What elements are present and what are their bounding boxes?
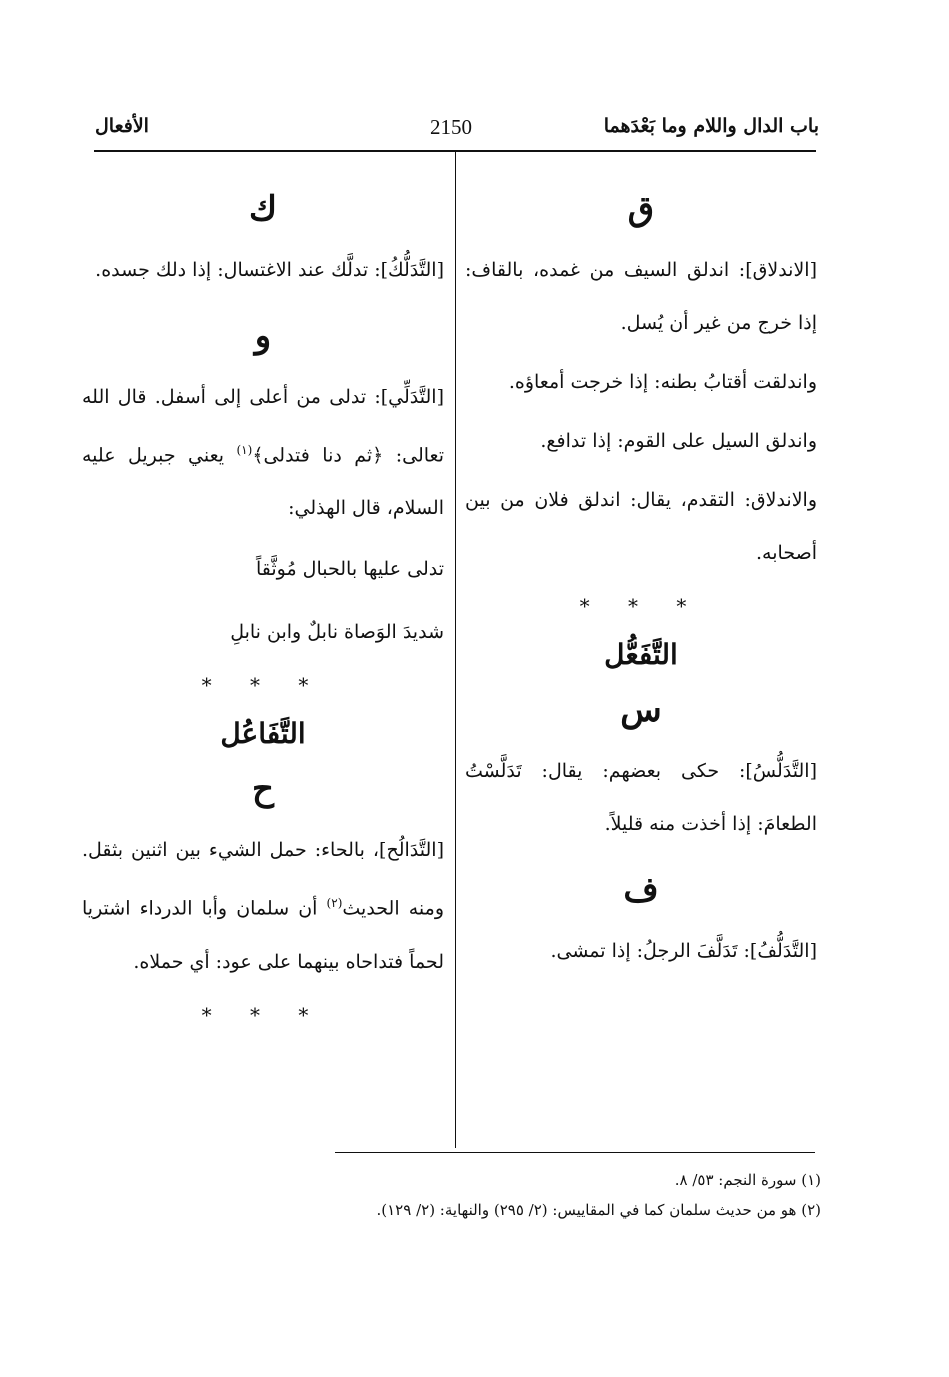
running-head-chapter: باب الدال واللام وما بَعْدَهما bbox=[603, 115, 819, 137]
entry-tadalli bbox=[82, 371, 444, 535]
letter-heading-waw: و bbox=[254, 316, 272, 356]
footnotes bbox=[221, 1165, 821, 1225]
right-column bbox=[465, 170, 817, 984]
footnote-1: (١) سورة النجم: ٥٣/ ٨. bbox=[674, 1171, 821, 1189]
entry-tadaluh bbox=[82, 824, 444, 988]
letter-heading-sin: س bbox=[620, 690, 662, 730]
entry-tadalli-cont: يعني جبريل عليه السلام، قال الهذلي: bbox=[82, 444, 444, 520]
letter-heading-kaf: ك bbox=[248, 189, 278, 229]
section-separator-end: * * * bbox=[201, 1002, 325, 1027]
entry-indalaqat: واندلقت أقتابُ بطنه: إذا خرجت أمعاؤه. bbox=[508, 371, 817, 393]
chapter-heading-tafaaul: التَّفَاعُل bbox=[220, 717, 306, 751]
letter-heading-fa: ف bbox=[623, 870, 659, 910]
poem-verse-1: تدلى عليها بالحبال مُوثَّقاً bbox=[255, 558, 444, 581]
chapter-heading-tafaul: التَّفَعُّل bbox=[604, 638, 678, 671]
column-divider bbox=[455, 152, 456, 1148]
left-column bbox=[82, 170, 444, 1045]
entry-tadalluk: [التَّدَلُّكُ]: تدلَّك عند الاغتسال: إذا دلك جسده. bbox=[95, 259, 444, 281]
entry-tadallus: [التَّدَلُّسُ]: حكى بعضهم: يقال: تَدَلَّسْتُ الطعامَ: إذا أخذت منه قليلاً. bbox=[465, 760, 817, 835]
page-number: 2150 bbox=[430, 115, 472, 139]
entry-tadalluf: [التَّدَلُّفُ]: تَدَلَّفَ الرجلُ: إذا تمشى. bbox=[550, 940, 817, 962]
section-separator: * * * bbox=[579, 594, 703, 618]
footnote-ref-2: (٢) bbox=[326, 896, 343, 911]
running-head-section: الأفعال bbox=[95, 115, 149, 137]
footnote-2: (٢) هو من حديث سلمان كما في المقاييس: (٢/ ٢٩٥) والنهاية: (٢/ ١٢٩). bbox=[376, 1201, 821, 1219]
footnote-rule bbox=[335, 1152, 815, 1153]
section-separator: * * * bbox=[201, 673, 325, 698]
entry-indilaq: [الاندلاق]: اندلق السيف من غمده، بالقاف: إذا خرج من غير أن يُسل. bbox=[465, 259, 817, 334]
entry-tadaluh-text-a: [التَّدَالُح]، بالحاء: حمل الشيء بين اثنين بثقل. ومنه الحديث bbox=[82, 839, 444, 920]
entry-tadalli-text: [التَّدَلِّي]: تدلى من أعلى إلى أسفل. قال الله تعالى: ﴿ثم دنا فتدلى﴾ bbox=[82, 386, 444, 467]
poem-verse-2: شديدَ الوَصاة نابلٌ وابن نابلِ bbox=[230, 621, 444, 644]
entry-tadaluh-text-b: أن سلمان وأبا الدرداء اشتريا لحماً فتداحاه بينهما على عود: أي حملاه. bbox=[82, 897, 444, 973]
entry-indalaqa-sayl: واندلق السيل على القوم: إذا تدافع. bbox=[540, 430, 817, 452]
footnote-ref-1: (١) bbox=[236, 443, 253, 457]
letter-heading-ha: ح bbox=[252, 769, 274, 810]
letter-heading-qaf: ق bbox=[627, 189, 655, 229]
entry-indilaq-taqaddum: والاندلاق: التقدم، يقال: اندلق فلان من بين أصحابه. bbox=[465, 489, 817, 564]
